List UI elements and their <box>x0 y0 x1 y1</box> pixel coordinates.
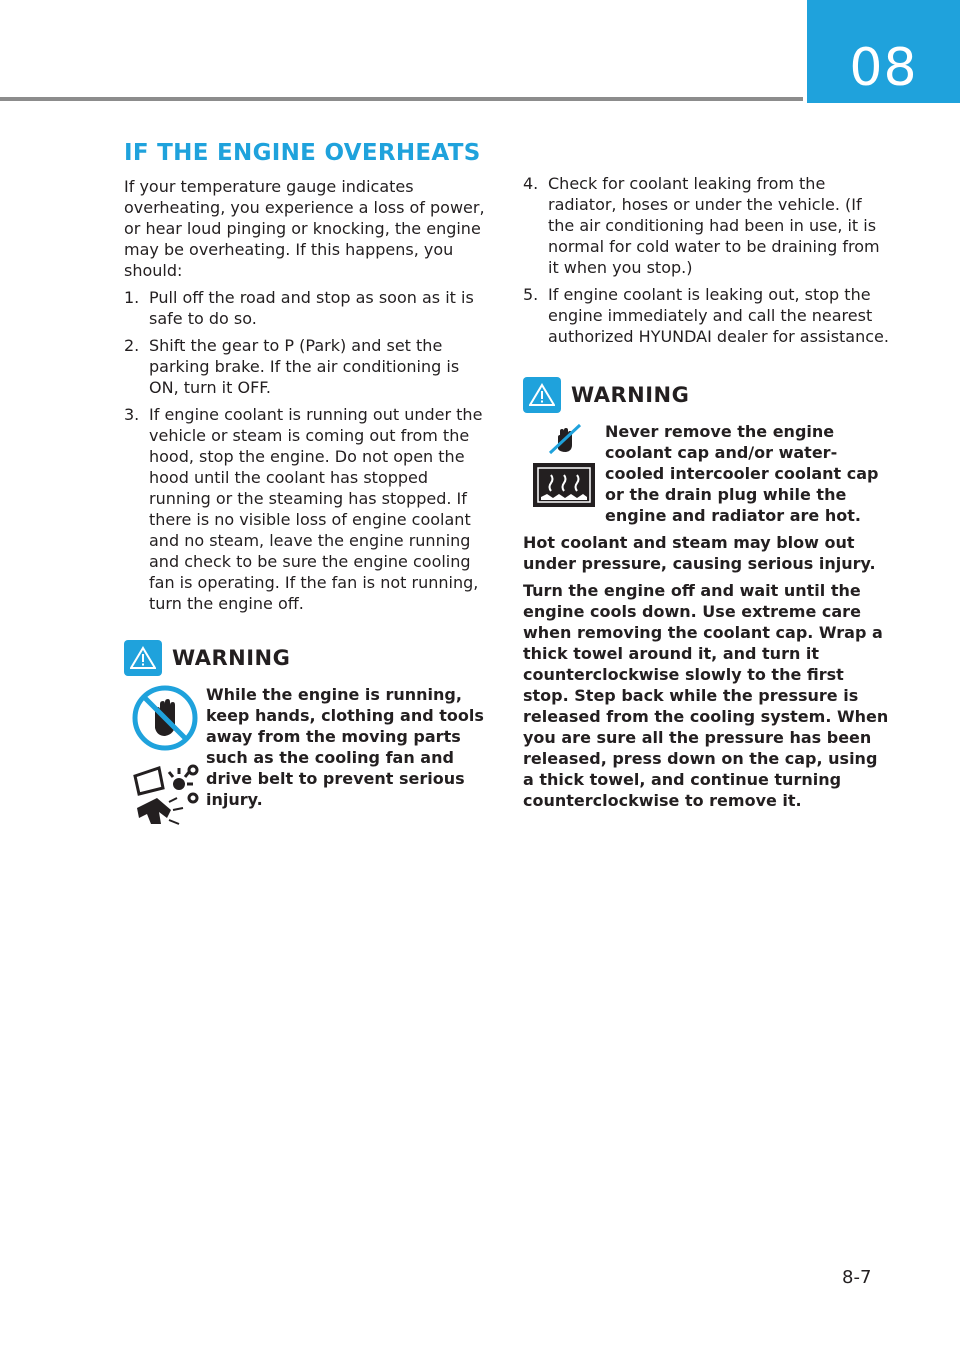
step-number: 5. <box>523 285 539 304</box>
list-item <box>124 287 490 329</box>
step-number: 4. <box>523 174 539 193</box>
warning-text: While the engine is running, keep hands, clothing and tools away from the moving parts such as the cooling fan and drive belt to prevent serious injury. <box>206 685 484 809</box>
intro-paragraph: If your temperature gauge indicates overheating, you experience a loss of power, or hear loud pinging or knocking, the engine may be overheating. If this happens, you should: <box>124 177 485 280</box>
list-item <box>523 284 889 347</box>
left-column <box>124 140 490 834</box>
warning-triangle-icon <box>124 640 162 676</box>
list-item <box>124 335 490 398</box>
warning-triangle-icon <box>523 377 561 413</box>
no-hand-small-icon <box>544 421 584 457</box>
step-text: If engine coolant is running out under the vehicle or steam is coming out from the hood, stop the engine. Do not open the hood until the coolant has stopped running or the steaming has stopped. If there is no visible loss of engine coolant and no steam, leave the engine running and check to be sure the engine cooling fan is operating. If the fan is not running, turn the engine off. <box>149 405 483 613</box>
warning-text: Never remove the engine coolant cap and/or water-cooled intercooler coolant cap or the drain plug while the engine and radiator are hot. <box>605 422 879 525</box>
warning-label: WARNING <box>571 383 690 407</box>
step-number: 3. <box>124 405 140 424</box>
fan-hazard-icon <box>129 758 201 834</box>
section-title: IF THE ENGINE OVERHEATS <box>124 140 481 166</box>
step-text: Shift the gear to P (Park) and set the parking brake. If the air conditioning is ON, turn it OFF. <box>149 336 460 397</box>
step-number: 2. <box>124 336 140 355</box>
warning-icons <box>523 421 605 526</box>
warning-header <box>124 640 490 676</box>
step-text: Check for coolant leaking from the radiator, hoses or under the vehicle. (If the air conditioning had been in use, it is normal for cold water to be draining from it when you stop.) <box>548 174 880 277</box>
list-item <box>124 404 490 614</box>
list-item <box>523 173 889 278</box>
warning-icons <box>124 684 206 834</box>
right-column <box>523 173 889 811</box>
warning-paragraph: Hot coolant and steam may blow out under pressure, causing serious injury. <box>523 533 876 573</box>
page-number: 8-7 <box>842 1267 872 1288</box>
step-text: Pull off the road and stop as soon as it is safe to do so. <box>149 288 474 328</box>
step-number: 1. <box>124 288 140 307</box>
warning-body <box>124 684 490 834</box>
chapter-tab: 08 <box>807 0 960 103</box>
step-text: If engine coolant is leaking out, stop the engine immediately and call the nearest authorized HYUNDAI dealer for assistance. <box>548 285 889 346</box>
warning-header <box>523 377 889 413</box>
warning-body <box>523 421 889 526</box>
header-rule <box>0 97 803 101</box>
warning-label: WARNING <box>172 646 291 670</box>
warning-paragraph: Turn the engine off and wait until the engine cools down. Use extreme care when removing the coolant cap. Wrap a thick towel around it, and turn it counterclockwise slowly to the first stop. Step back while the pressure is released from the cooling system. When you are sure all the pressure has been released, press down on the cap, using a thick towel, and continue turning counterclockwise to remove it. <box>523 581 889 810</box>
hot-radiator-icon <box>531 461 597 509</box>
no-hand-icon <box>131 684 199 752</box>
